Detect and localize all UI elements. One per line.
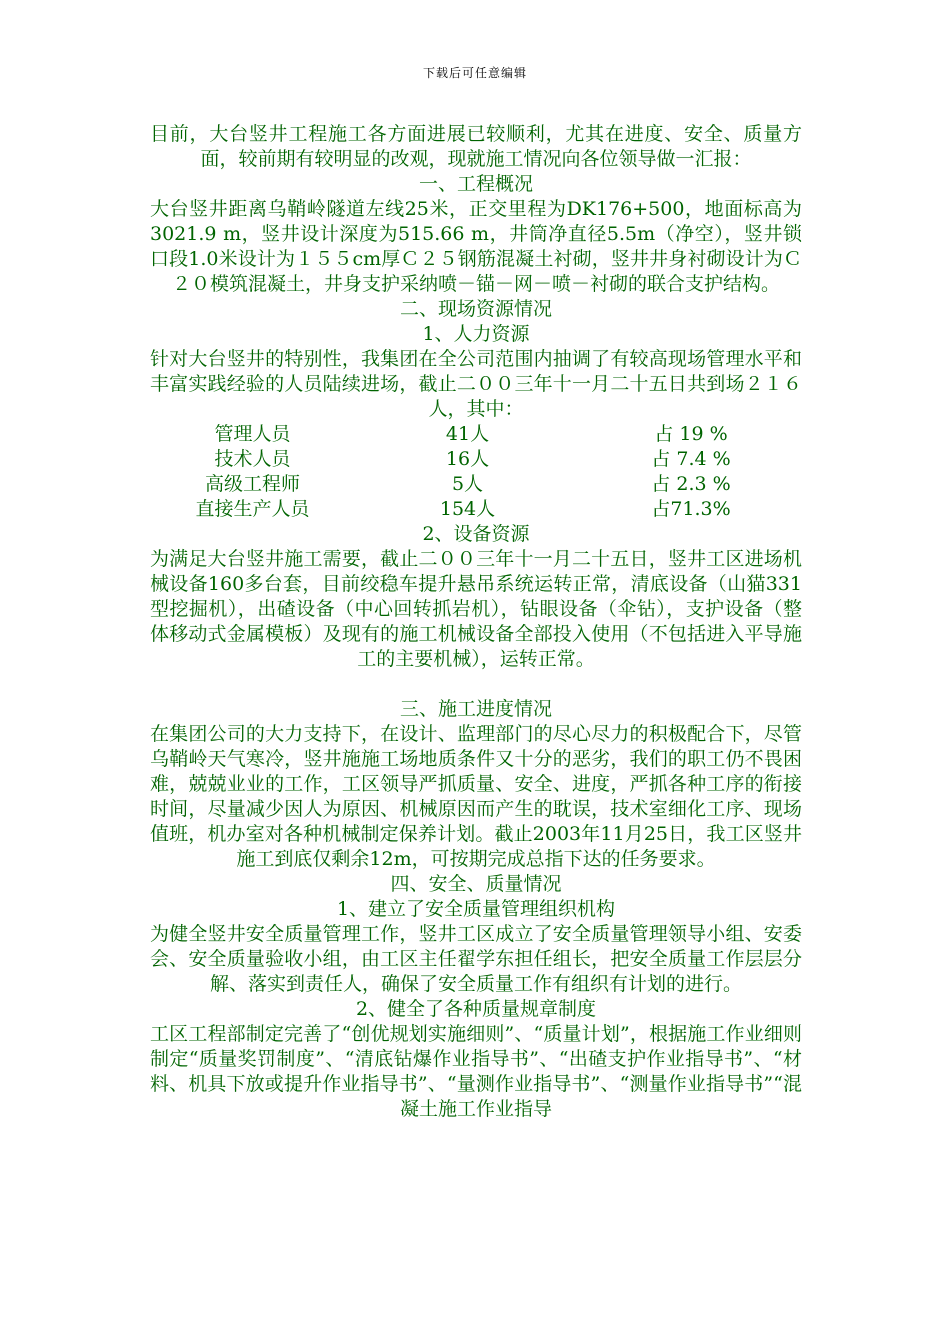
document-body — [150, 122, 802, 1122]
intro-paragraph: 目前，大台竖井工程施工各方面进展已较顺利，尤其在进度、安全、质量方面，较前期有较明显的改观，现就施工情况向各位领导做一汇报： — [150, 123, 802, 170]
header-note: 下载后可任意编辑 — [422, 66, 527, 80]
staff-row — [150, 497, 802, 522]
staff-role: 管理人员 — [214, 423, 291, 445]
blank-line — [150, 672, 802, 697]
staff-count: 16人 — [445, 448, 490, 470]
staff-row — [150, 447, 802, 472]
staff-row — [150, 472, 802, 497]
progress-paragraph: 在集团公司的大力支持下，在设计、监理部门的尽心尽力的积极配合下，尽管乌鞘岭天气寒冷，竖井施施工场地质条件又十分的恶劣，我们的职工仍不畏困难，兢兢业业的工作，工区领导严抓质量、安全、进度，严抓各种工序的衔接时间，尽量减少因人为原因、机械原因而产生的耽误，技术室细化工序、现场值班，机办室对各种机械制定保养计划。截止2003年11月25日，我工区竖井施工到底仅剩余12m，可按期完成总指下达的任务要求。 — [150, 723, 802, 870]
subheading-human-resources: 1、人力资源 — [422, 323, 530, 345]
regulations-paragraph: 工区工程部制定完善了“创优规划实施细则”、“质量计划”，根据施工作业细则制定“质量奖罚制度”、“清底钻爆作业指导书”、“出碴支护作业指导书”、“材料、机具下放或提升作业指导书”、“量测作业指导书”、“测量作业指导书”“混凝土施工作业指导 — [150, 1023, 802, 1120]
section-heading-safety-quality: 四、安全、质量情况 — [390, 873, 562, 895]
organization-paragraph: 为健全竖井安全质量管理工作，竖井工区成立了安全质量管理领导小组、安委会、安全质量验收小组，由工区主任翟学东担任组长，把安全质量工作层层分解、落实到责任人，确保了安全质量工作有组织有计划的进行。 — [150, 923, 802, 995]
staff-role: 直接生产人员 — [195, 498, 310, 520]
human-resources-paragraph: 针对大台竖井的特别性，我集团在全公司范围内抽调了有较高现场管理水平和丰富实践经验的人员陆续进场，截止二００三年十一月二十五日共到场２１６人，其中： — [150, 348, 802, 420]
section-heading-overview: 一、工程概况 — [418, 173, 533, 195]
staff-row — [150, 422, 802, 447]
section-heading-progress: 三、施工进度情况 — [399, 698, 552, 720]
subheading-regulations: 2、健全了各种质量规章制度 — [355, 998, 597, 1020]
staff-role: 技术人员 — [214, 448, 291, 470]
subheading-organization: 1、建立了安全质量管理组织机构 — [336, 898, 616, 920]
overview-paragraph: 大台竖井距离乌鞘岭隧道左线25米，正交里程为DK176+500，地面标高为3021.9 m，竖井设计深度为515.66 m，井筒净直径5.5m（净空），竖井锁口段1.0米设计为１５５cm厚Ｃ２５钢筋混凝土衬砌，竖井井身衬砌设计为Ｃ２０模筑混凝土，井身支护采纳喷－锚－网－喷－衬砌的联合支护结构。 — [150, 198, 802, 295]
staff-percentage: 占 2.3 % — [651, 473, 731, 495]
staff-table — [150, 422, 802, 522]
subheading-equipment-resources: 2、设备资源 — [422, 523, 530, 545]
staff-percentage: 占 19 % — [654, 423, 728, 445]
staff-role: 高级工程师 — [204, 473, 300, 495]
staff-count: 41人 — [445, 423, 490, 445]
section-heading-resources: 二、现场资源情况 — [399, 298, 552, 320]
staff-percentage: 占 7.4 % — [651, 448, 731, 470]
staff-count: 5人 — [451, 473, 484, 495]
staff-percentage: 占71.3% — [651, 498, 731, 520]
equipment-paragraph: 为满足大台竖井施工需要，截止二００三年十一月二十五日，竖井工区进场机械设备160多台套，目前绞稳车提升悬吊系统运转正常，清底设备（山猫331型挖掘机），出碴设备（中心回转抓岩机），钻眼设备（伞钻），支护设备（整体移动式金属模板）及现有的施工机械设备全部投入使用（不包括进入平导施工的主要机械），运转正常。 — [150, 548, 802, 670]
staff-count: 154人 — [439, 498, 496, 520]
